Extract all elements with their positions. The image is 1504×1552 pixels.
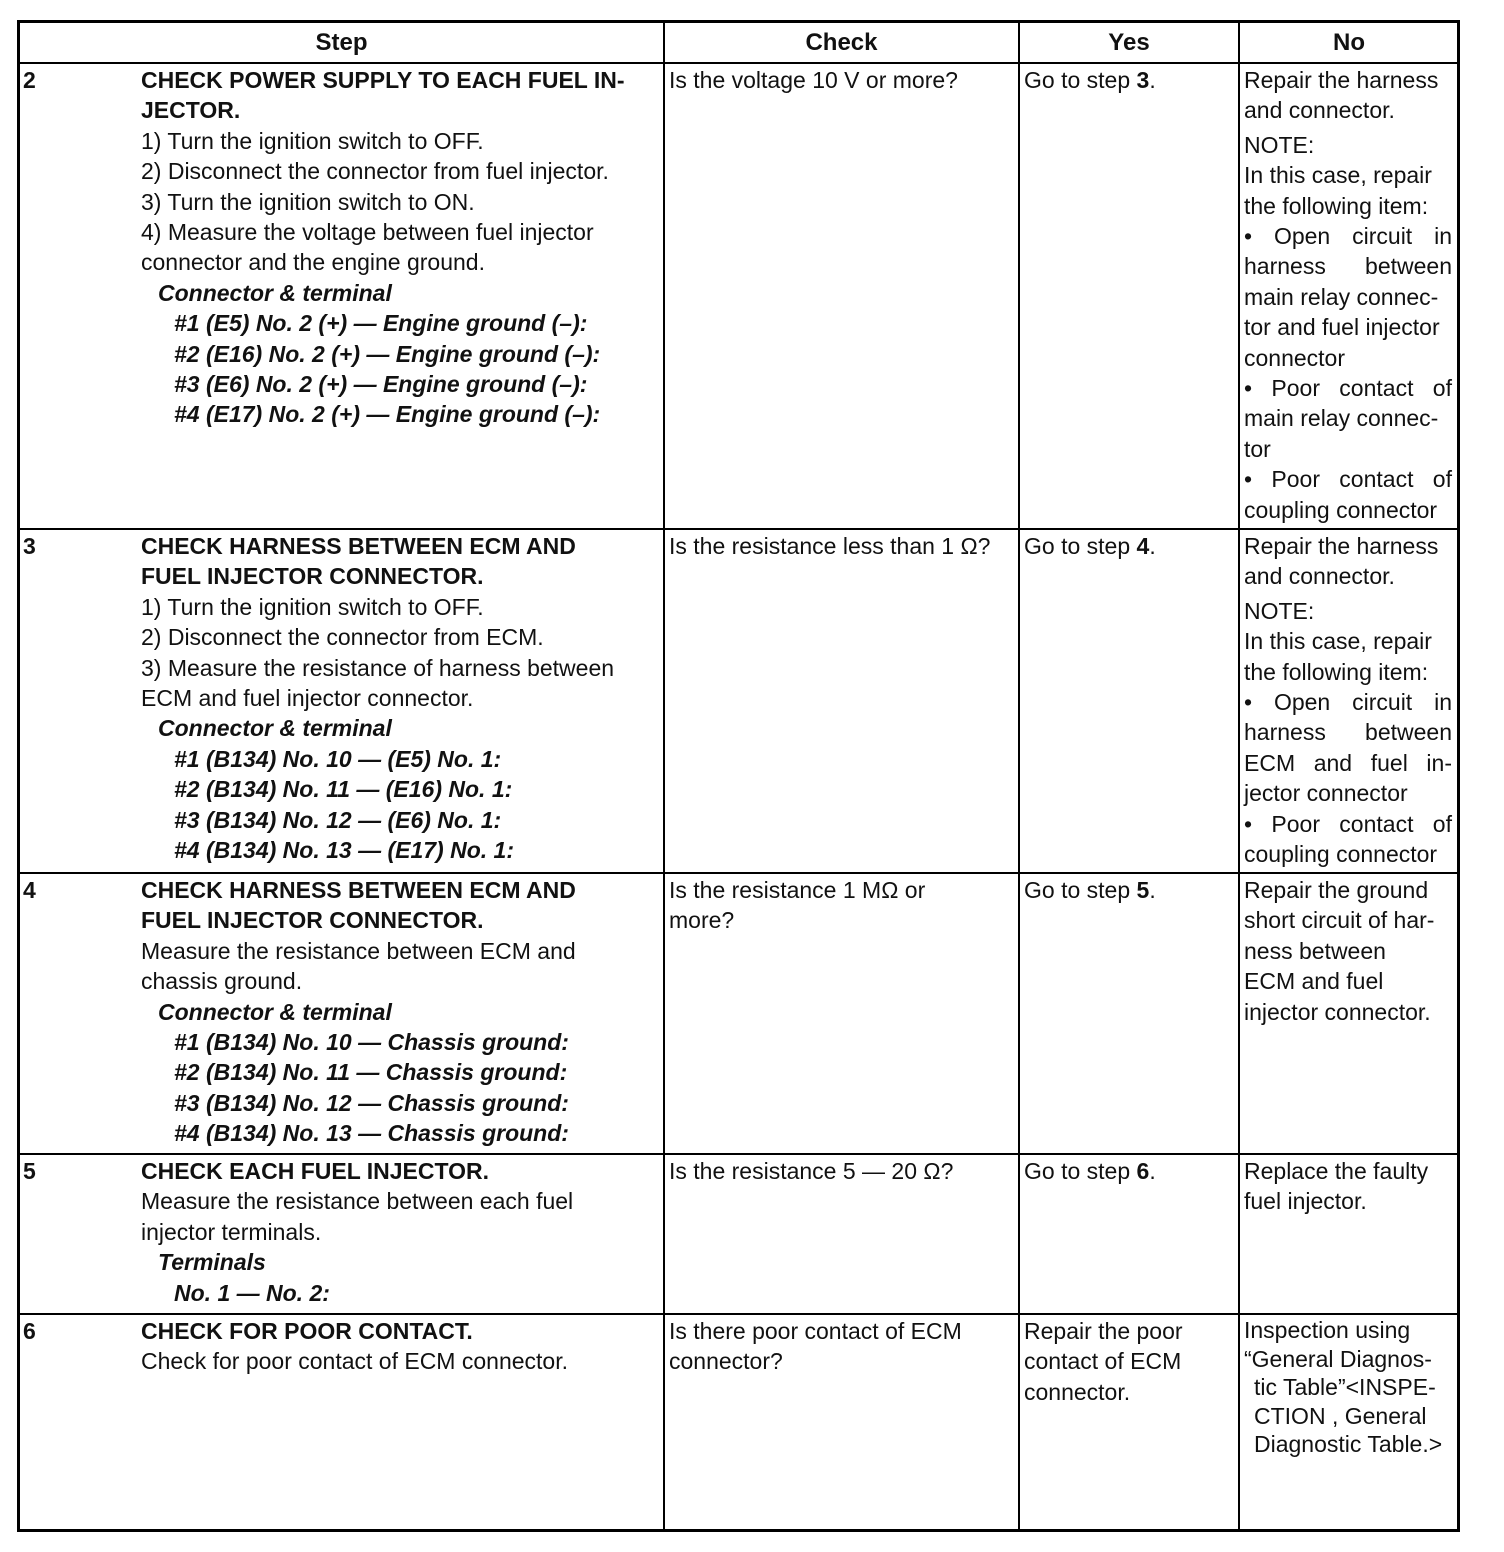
step-title: CHECK HARNESS BETWEEN ECM AND (141, 877, 576, 903)
no-line: ECM and fuel in- (1244, 749, 1452, 776)
yes-text (1024, 1316, 1236, 1407)
no-line: and connector. (1244, 97, 1395, 124)
step-title: CHECK EACH FUEL INJECTOR. (141, 1158, 490, 1184)
no-line: CTION , General (1254, 1402, 1427, 1429)
step-instruction: 4) Measure the voltage between fuel injector (141, 219, 594, 246)
check-text (669, 1316, 1015, 1377)
diagnostic-table (17, 20, 1460, 1532)
terminal-line: #4 (E17) No. 2 (+) — Engine ground (–): (174, 401, 601, 428)
connector-heading: Connector & terminal (158, 715, 392, 742)
header-no: No (1333, 29, 1365, 56)
no-text (1244, 531, 1452, 869)
step-title: CHECK POWER SUPPLY TO EACH FUEL IN- (141, 67, 625, 93)
yes-step-number: 3 (1136, 67, 1150, 93)
check-line: Is the resistance less than 1 Ω? (669, 533, 991, 559)
no-line: tic Table”<INSPE- (1254, 1374, 1436, 1400)
no-line: Repair the harness (1244, 67, 1439, 93)
check-line: more? (669, 907, 735, 934)
check-text (669, 1156, 1015, 1186)
no-line: tor and fuel injector (1244, 314, 1440, 341)
step-title: CHECK FOR POOR CONTACT. (141, 1318, 473, 1344)
no-line: injector connector. (1244, 998, 1431, 1025)
yes-suffix: . (1149, 533, 1156, 559)
step-instruction: Check for poor contact of ECM connector. (141, 1348, 568, 1375)
terminal-line: #1 (B134) No. 10 — (E5) No. 1: (174, 745, 502, 772)
no-line: connector (1244, 344, 1346, 371)
no-line: • Poor contact of (1244, 466, 1452, 493)
no-line: Diagnostic Table.> (1254, 1431, 1443, 1457)
no-line: Repair the harness (1244, 533, 1439, 559)
no-line: and connector. (1244, 563, 1395, 590)
yes-line: connector. (1024, 1378, 1131, 1405)
no-line: main relay connec- (1244, 283, 1439, 310)
terminal-line: #2 (B134) No. 11 — (E16) No. 1: (174, 776, 513, 803)
note-label: NOTE: (1244, 131, 1315, 158)
terminal-line: #2 (B134) No. 11 — Chassis ground: (174, 1059, 568, 1086)
check-text (669, 65, 1015, 95)
step-description (141, 1316, 661, 1377)
yes-text (1024, 531, 1236, 561)
no-line: ness between (1244, 937, 1386, 964)
row-divider (20, 1153, 1457, 1155)
no-line: Inspection using (1244, 1317, 1411, 1343)
no-line: In this case, repair (1244, 162, 1432, 189)
yes-suffix: . (1149, 1158, 1156, 1184)
step-number: 2 (23, 67, 36, 93)
no-line: Replace the faulty (1244, 1158, 1429, 1184)
yes-line (1024, 65, 1236, 95)
step-title: FUEL INJECTOR CONNECTOR. (141, 907, 484, 934)
no-text (1244, 65, 1452, 525)
check-line: Is the resistance 1 MΩ or (669, 877, 926, 903)
no-text (1244, 875, 1452, 1027)
header-step: Step (315, 29, 368, 56)
column-divider (1238, 23, 1240, 1529)
yes-suffix: . (1149, 877, 1156, 903)
no-text (1244, 1316, 1452, 1459)
no-line: ECM and fuel (1244, 968, 1384, 995)
step-instruction: ECM and fuel injector connector. (141, 685, 474, 712)
terminals-heading: Terminals (158, 1249, 266, 1276)
step-instruction: 3) Turn the ignition switch to ON. (141, 188, 475, 215)
connector-heading: Connector & terminal (158, 998, 392, 1025)
step-description (141, 65, 661, 430)
step-instruction: 3) Measure the resistance of harness between (141, 654, 615, 681)
no-line: fuel injector. (1244, 1188, 1367, 1215)
yes-step-number: 5 (1136, 877, 1150, 903)
yes-prefix: Go to step (1024, 1158, 1137, 1184)
terminal-line: #3 (E6) No. 2 (+) — Engine ground (–): (174, 371, 588, 398)
no-line: coupling connector (1244, 496, 1438, 523)
no-line: • Poor contact of (1244, 810, 1452, 837)
no-text (1244, 1156, 1452, 1217)
header-yes: Yes (1108, 29, 1150, 56)
row-divider (20, 1313, 1457, 1315)
row-divider (20, 528, 1457, 530)
terminal-line: #3 (B134) No. 12 — (E6) No. 1: (174, 806, 502, 833)
yes-suffix: . (1149, 67, 1156, 93)
column-divider (1018, 23, 1020, 1529)
step-instruction: injector terminals. (141, 1218, 322, 1245)
no-line: short circuit of har- (1244, 907, 1435, 934)
column-divider (663, 23, 665, 1529)
no-line: coupling connector (1244, 841, 1438, 868)
terminal-line: No. 1 — No. 2: (174, 1279, 330, 1306)
yes-prefix: Go to step (1024, 533, 1137, 559)
yes-step-number: 4 (1136, 533, 1150, 559)
step-number: 5 (23, 1158, 36, 1184)
yes-line (1024, 1156, 1236, 1186)
no-line: jector connector (1244, 780, 1408, 807)
step-number: 6 (23, 1318, 36, 1344)
step-instruction: 1) Turn the ignition switch to OFF. (141, 127, 484, 154)
step-description (141, 875, 661, 1149)
terminal-line: #1 (B134) No. 10 — Chassis ground: (174, 1029, 569, 1056)
terminal-line: #2 (E16) No. 2 (+) — Engine ground (–): (174, 340, 601, 367)
terminal-line: #4 (B134) No. 13 — (E17) No. 1: (174, 837, 514, 864)
no-line: In this case, repair (1244, 628, 1432, 655)
no-line: harness between (1244, 719, 1452, 746)
step-description (141, 1156, 661, 1308)
step-title: JECTOR. (141, 97, 241, 124)
step-instruction: 2) Disconnect the connector from ECM. (141, 624, 544, 651)
no-line: tor (1244, 435, 1271, 462)
check-line: Is there poor contact of ECM (669, 1318, 962, 1344)
step-instruction: 1) Turn the ignition switch to OFF. (141, 593, 484, 620)
no-line: • Open circuit in (1244, 689, 1452, 716)
row-divider (20, 62, 1457, 64)
no-line: “General Diagnos- (1244, 1345, 1432, 1372)
yes-line: Repair the poor (1024, 1318, 1183, 1344)
step-instruction: Measure the resistance between each fuel (141, 1188, 574, 1215)
check-line: Is the resistance 5 — 20 Ω? (669, 1158, 954, 1184)
no-line: the following item: (1244, 658, 1429, 685)
terminal-line: #1 (E5) No. 2 (+) — Engine ground (–): (174, 310, 588, 337)
no-line: harness between (1244, 253, 1452, 280)
check-text (669, 875, 1015, 936)
yes-prefix: Go to step (1024, 877, 1137, 903)
terminal-line: #4 (B134) No. 13 — Chassis ground: (174, 1120, 569, 1147)
step-description (141, 531, 661, 865)
yes-line (1024, 875, 1236, 905)
step-number: 3 (23, 533, 36, 559)
yes-text (1024, 1156, 1236, 1186)
step-instruction: connector and the engine ground. (141, 249, 485, 276)
step-title: CHECK HARNESS BETWEEN ECM AND (141, 533, 576, 559)
connector-heading: Connector & terminal (158, 279, 392, 306)
no-line: Repair the ground (1244, 877, 1429, 903)
yes-text (1024, 875, 1236, 905)
step-title: FUEL INJECTOR CONNECTOR. (141, 563, 484, 590)
header-check: Check (805, 29, 878, 56)
no-line: the following item: (1244, 192, 1429, 219)
step-instruction: chassis ground. (141, 968, 303, 995)
no-line: • Open circuit in (1244, 223, 1452, 250)
yes-prefix: Go to step (1024, 67, 1137, 93)
no-line: main relay connec- (1244, 405, 1439, 432)
step-instruction: 2) Disconnect the connector from fuel injector. (141, 158, 609, 185)
terminal-line: #3 (B134) No. 12 — Chassis ground: (174, 1089, 569, 1116)
yes-text (1024, 65, 1236, 95)
yes-step-number: 6 (1136, 1158, 1150, 1184)
check-line: Is the voltage 10 V or more? (669, 67, 958, 93)
check-text (669, 531, 1015, 561)
step-instruction: Measure the resistance between ECM and (141, 937, 576, 964)
yes-line (1024, 531, 1236, 561)
no-line: • Poor contact of (1244, 375, 1452, 402)
check-line: connector? (669, 1348, 783, 1375)
step-number: 4 (23, 877, 36, 903)
yes-line: contact of ECM (1024, 1348, 1182, 1375)
note-label: NOTE: (1244, 597, 1315, 624)
row-divider (20, 872, 1457, 874)
